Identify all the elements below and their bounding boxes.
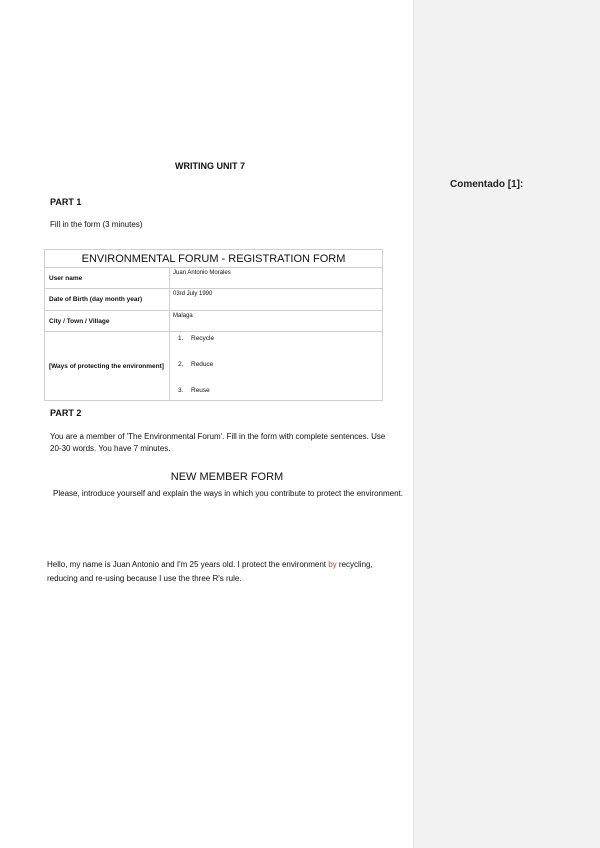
list-item: 3. Reuse xyxy=(178,387,210,394)
list-item: 2. Reduce xyxy=(178,361,214,368)
list-item: 1. Recycle xyxy=(178,335,215,342)
part1-heading: PART 1 xyxy=(50,197,82,207)
username-value[interactable]: Juan Antonio Morales xyxy=(170,268,383,289)
part1-instruction: Fill in the form (3 minutes) xyxy=(50,220,143,229)
part2-instruction: You are a member of 'The Environmental Forum'. Fill in the form with complete sentences. Use 20-30 words. You have 7 minutes. xyxy=(50,432,386,453)
ways-value[interactable] xyxy=(170,332,383,401)
document-title: WRITING UNIT 7 xyxy=(175,161,245,171)
comment-title: Comentado [1]: xyxy=(450,179,524,190)
registration-form-table xyxy=(44,249,383,401)
ways-label: [Ways of protecting the environment] xyxy=(45,332,170,401)
dob-value[interactable]: 03rd July 1990 xyxy=(170,289,383,311)
username-label: User name xyxy=(45,268,170,289)
highlighted-word[interactable]: by xyxy=(328,560,337,569)
comments-pane xyxy=(413,0,600,848)
new-member-form-instruction: Please, introduce yourself and explain the ways in which you contribute to protect the environment. xyxy=(53,489,403,498)
part2-heading: PART 2 xyxy=(50,408,82,418)
city-label: City / Town / Village xyxy=(45,311,170,332)
dob-label: Date of Birth (day month year) xyxy=(45,289,170,311)
city-value[interactable]: Malaga xyxy=(170,311,383,332)
pane-divider xyxy=(413,0,414,848)
answer-text: Hello, my name is Juan Antonio and I'm 25 years old. I protect the environment xyxy=(47,560,329,569)
registration-form-title: ENVIRONMENTAL FORUM - REGISTRATION FORM xyxy=(45,250,383,268)
new-member-form-title: NEW MEMBER FORM xyxy=(170,471,284,483)
answer-text-continued: recycling, reducing and re-using because I use the three R's rule. xyxy=(47,560,373,583)
ways-list xyxy=(173,334,379,398)
answer-paragraph[interactable] xyxy=(47,558,397,586)
